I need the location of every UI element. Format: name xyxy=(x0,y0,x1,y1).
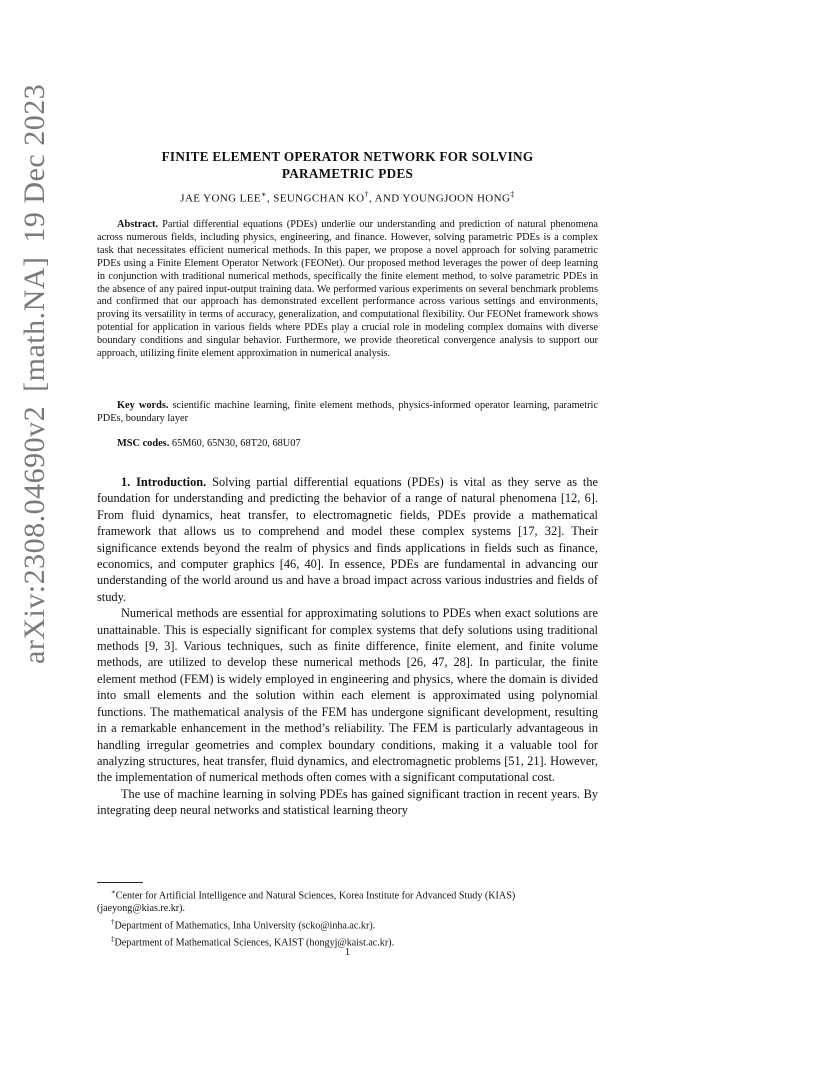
msc-codes xyxy=(97,438,598,451)
footnotes xyxy=(97,886,598,951)
arxiv-stamp xyxy=(18,44,58,664)
author-2: SEUNGCHAN KO xyxy=(273,192,365,205)
footnote-1-mark: ∗ xyxy=(111,888,116,896)
footnote-2-text: Department of Mathematics, Inha University (scko@inha.ac.kr). xyxy=(114,920,376,932)
introduction-section xyxy=(97,474,598,819)
author-separator: , AND xyxy=(368,192,403,205)
intro-p1-text: Solving partial differential equations (PDEs) is vital as they serve as the foundation for understanding and predicting the behavior of a range of natural phenomena [12, 6]. From fluid dynamics, heat transfer, to electromagnetic fields, PDEs provide a mathematical framework that allows us to comprehend and model these complex systems [17, 32]. Their significance extends beyond the realm of physics and finds applications in fields such as finance, economics, and computer graphics [46, 40]. In essence, PDEs are fundamental in advancing our understanding of the world around us and have a broad impact across various industries and fields of study. xyxy=(97,475,598,604)
page-number: 1 xyxy=(344,947,351,958)
author-1: JAE YONG LEE xyxy=(180,192,262,205)
arxiv-id: arXiv:2308.04690v2 xyxy=(18,405,51,664)
msc-label: MSC codes. xyxy=(117,438,170,449)
section-heading: 1. Introduction. xyxy=(121,475,207,489)
intro-paragraph-2: Numerical methods are essential for approximating solutions to PDEs when exact solutions are unattainable. This is especially significant for complex systems that defy solutions using traditional methods [9, 3]. Various techniques, such as finite difference, finite element, and finite volume methods, are utilized to develop these numerical methods [26, 47, 28]. In particular, the finite element method (FEM) is widely employed in engineering and physics, where the domain is divided into small elements and the solution within each element is approximated using polynomial functions. The mathematical analysis of the FEM has undergone significant development, resulting in a remarkable enhancement in the method’s reliability. The FEM is particularly advantageous in handling irregular geometries and complex boundary conditions, making it a valuable tool for analyzing structures, heat transfer, fluid dynamics, and electromagnetic problems [51, 21]. However, the implementation of numerical methods often comes with a significant computational cost. xyxy=(97,606,598,785)
author-1-mark: ∗ xyxy=(261,190,267,199)
footnote-3-mark: ‡ xyxy=(111,935,115,944)
abstract xyxy=(97,219,598,361)
title-line-1: FINITE ELEMENT OPERATOR NETWORK FOR SOLVING xyxy=(161,149,534,164)
footnote-1-text: Center for Artificial Intelligence and Natural Sciences, Korea Institute for Advanced Study (KIAS) (jaeyong@kias.re.kr). xyxy=(97,890,516,915)
intro-paragraph-3: The use of machine learning in solving PDEs has gained significant traction in recent years. By integrating deep neural networks and statistical learning theory xyxy=(97,786,598,818)
keywords-label: Key words. xyxy=(117,400,169,411)
abstract-text: Partial differential equations (PDEs) underlie our understanding and prediction of natural phenomena across numerous fields, including physics, engineering, and finance. However, solving parametric PDEs is a complex task that necessitates efficient numerical methods. In this paper, we propose a novel approach for solving parametric PDEs using a Finite Element Operator Network (FEONet). Our proposed method leverages the power of deep learning in conjunction with traditional numerical methods, specifically the finite element method, to solve parametric PDEs in the absence of any paired input-output training data. We performed various experiments on several benchmark problems and confirmed that our approach has demonstrated excellent performance across various settings and environments, proving its versatility in terms of accuracy, generalization, and computational flexibility. Our FEONet framework shows potential for application in various fields where PDEs play a crucial role in modeling complex domains with diverse boundary conditions and singular behavior. Furthermore, we provide theoretical convergence analysis to support our approach, utilizing finite element approximation in numerical analysis. xyxy=(97,219,598,360)
author-3-mark: ‡ xyxy=(510,190,515,199)
arxiv-category: [math.NA] xyxy=(18,256,51,392)
arxiv-date: 19 Dec 2023 xyxy=(18,83,51,243)
intro-paragraph-1 xyxy=(97,474,598,605)
title-line-2: PARAMETRIC PDES xyxy=(281,166,414,181)
footnote-2 xyxy=(97,916,598,933)
footnote-rule xyxy=(97,882,143,883)
author-list: JAE YONG LEE∗, SEUNGCHAN KO†, AND YOUNGJOON HONG‡ xyxy=(180,190,515,205)
keywords xyxy=(97,400,598,426)
abstract-label: Abstract. xyxy=(117,219,159,230)
paper-title xyxy=(97,148,598,182)
author-3: YOUNGJOON HONG xyxy=(402,192,511,205)
msc-text: 65M60, 65N30, 68T20, 68U07 xyxy=(171,438,301,449)
author-2-mark: † xyxy=(364,190,369,199)
keywords-text: scientific machine learning, finite element methods, physics-informed operator learning, parametric PDEs, boundary layer xyxy=(97,400,598,424)
footnote-3-text: Department of Mathematical Sciences, KAIST (hongyj@kaist.ac.kr). xyxy=(114,937,395,949)
footnote-2-mark: † xyxy=(111,918,115,927)
footnote-1 xyxy=(97,886,598,916)
